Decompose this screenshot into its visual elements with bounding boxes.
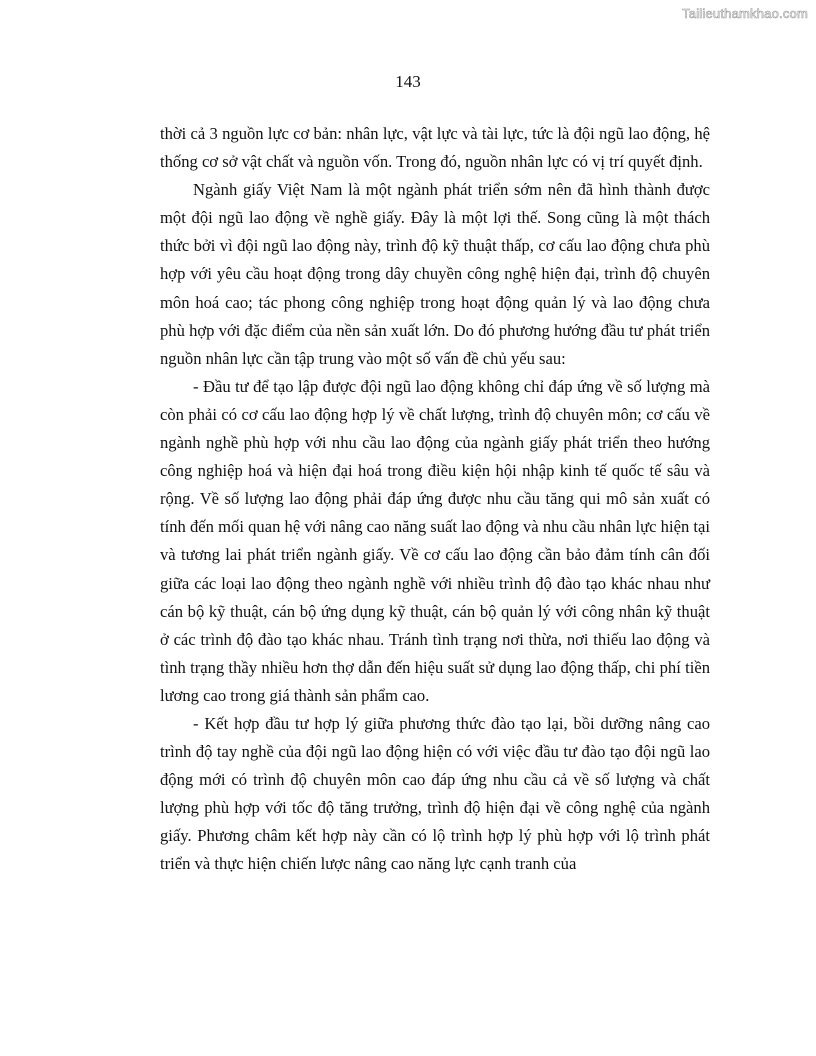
page-number: 143 — [395, 72, 421, 91]
paragraph: - Đầu tư để tạo lập được đội ngũ lao động không chỉ đáp ứng về số lượng mà còn phải có cơ cấu lao động hợp lý về chất lượng, trình độ chuyên môn; cơ cấu về ngành nghề phù hợp với nhu cầu lao động của ngành giấy phát triển theo hướng công nghiệp hoá và hiện đại hoá trong điều kiện hội nhập kinh tế quốc tế sâu và rộng. Về số lượng lao động phải đáp ứng được nhu cầu tăng qui mô sản xuất có tính đến mối quan hệ với nâng cao năng suất lao động và nhu cầu nhân lực hiện tại và tương lai phát triển ngành giấy. Về cơ cấu lao động cần bảo đảm tính cân đối giữa các loại lao động theo ngành nghề với nhiều trình độ đào tạo khác nhau như cán bộ kỹ thuật, cán bộ ứng dụng kỹ thuật, cán bộ quản lý với công nhân kỹ thuật ở các trình độ đào tạo khác nhau. Tránh tình trạng nơi thừa, nơi thiếu lao động và tình trạng thầy nhiều hơn thợ dẫn đến hiệu suất sử dụng lao động thấp, chi phí tiền lương cao trong giá thành sản phẩm cao. — [160, 376, 710, 705]
paragraph: - Kết hợp đầu tư hợp lý giữa phương thức đào tạo lại, bồi dưỡng nâng cao trình độ tay nghề của đội ngũ lao động hiện có với việc đầu tư đào tạo đội ngũ lao động mới có trình độ chuyên môn cao đáp ứng nhu cầu cả về số lượng và chất lượng phù hợp với tốc độ tăng trưởng, trình độ hiện đại về công nghệ của ngành giấy. Phương châm kết hợp này cần có lộ trình hợp lý phù hợp với lộ trình phát triển và thực hiện chiến lược nâng cao năng lực cạnh tranh của — [160, 713, 710, 874]
paragraph-continuation: thời cả 3 nguồn lực cơ bản: nhân lực, vật lực và tài lực, tức là đội ngũ lao động, hệ thống cơ sở vật chất và nguồn vốn. Trong đó, nguồn nhân lực có vị trí quyết định. — [160, 124, 710, 172]
paragraph: Ngành giấy Việt Nam là một ngành phát triển sớm nên đã hình thành được một đội ngũ lao động về nghề giấy. Đây là một lợi thế. Song cũng là một thách thức bởi vì đội ngũ lao động này, trình độ kỹ thuật thấp, cơ cấu lao động chưa phù hợp với yêu cầu hoạt động trong dây chuyền công nghệ hiện đại, trình độ chuyên môn hoá cao; tác phong công nghiệp trong hoạt động quản lý và lao động chưa phù hợp với đặc điểm của nền sản xuất lớn. Do đó phương hướng đầu tư phát triển nguồn nhân lực cần tập trung vào một số vấn đề chủ yếu sau: — [160, 180, 710, 368]
watermark: Tailieuthamkhao.com — [682, 6, 808, 21]
document-body — [160, 120, 710, 879]
